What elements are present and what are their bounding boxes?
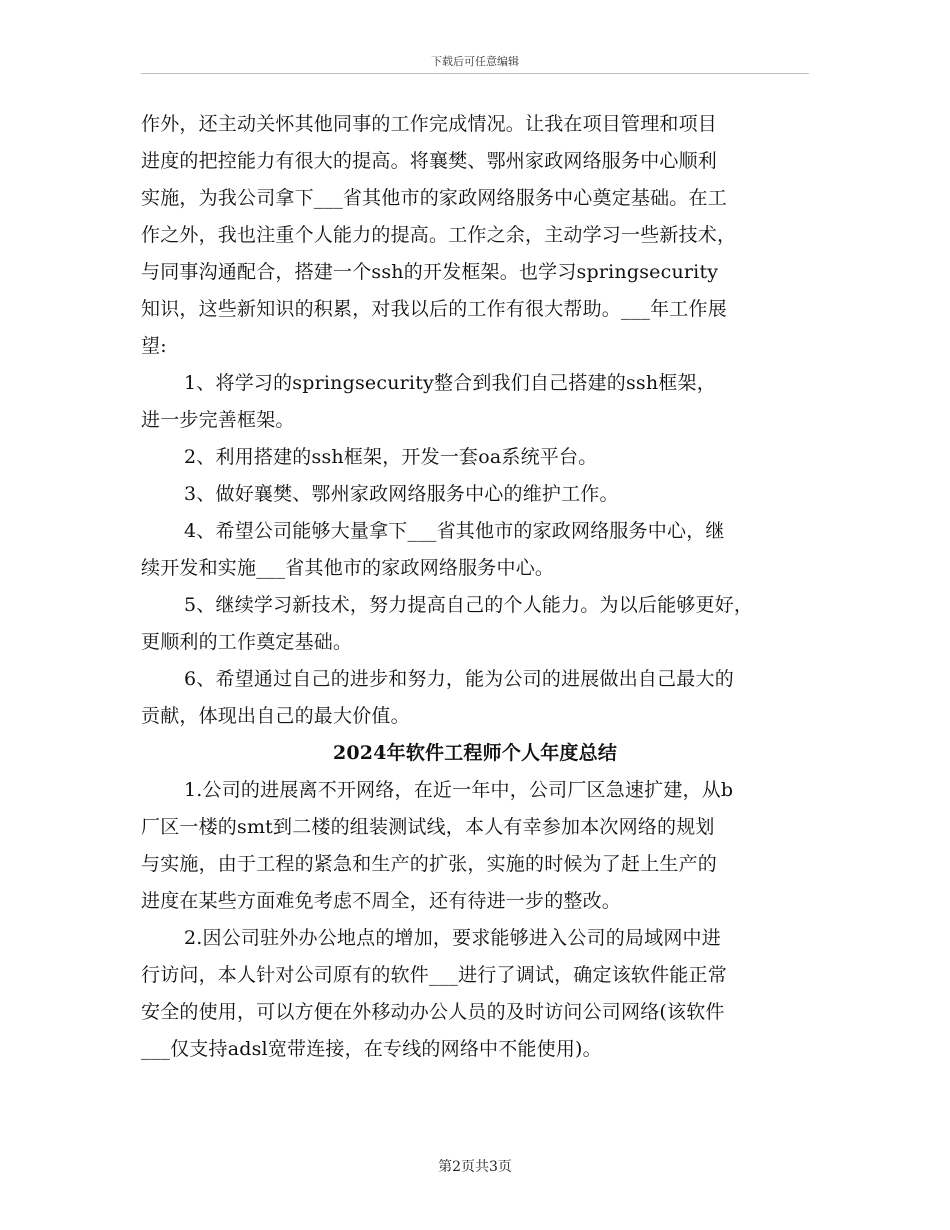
- paragraph-line: ___仅支持adsl宽带连接，在专线的网络中不能使用)。: [141, 1038, 602, 1060]
- list-item-line: 2、利用搭建的ssh框架，开发一套oa系统平台。: [184, 446, 598, 468]
- list-item-line: 1、将学习的springsecurity整合到我们自己搭建的ssh框架，: [184, 372, 716, 394]
- section-heading: 2024年软件工程师个人年度总结: [332, 742, 618, 764]
- paragraph-line: 与实施，由于工程的紧急和生产的扩张，实施的时候为了赶上生产的: [141, 853, 718, 875]
- paragraph-line: 2.因公司驻外办公地点的增加，要求能够进入公司的局域网中进: [184, 927, 721, 949]
- paragraph-line: 作之外，我也注重个人能力的提高。工作之余，主动学习一些新技术，: [141, 224, 737, 246]
- paragraph-line: 与同事沟通配合，搭建一个ssh的开发框架。也学习springsecurity: [141, 261, 719, 283]
- paragraph-line: 安全的使用，可以方便在外移动办公人员的及时访问公司网络(该软件: [141, 1001, 725, 1023]
- paragraph-line: 望:: [141, 335, 167, 357]
- paragraph-line: 行访问，本人针对公司原有的软件___进行了调试，确定该软件能正常: [141, 964, 727, 986]
- page-header: 下载后可任意编辑: [431, 55, 519, 68]
- paragraph-line: 厂区一楼的smt到二楼的组装测试线，本人有幸参加本次网络的规划: [141, 816, 715, 838]
- list-item-line: 进一步完善框架。: [141, 409, 295, 431]
- list-item-line: 续开发和实施___省其他市的家政网络服务中心。: [141, 557, 555, 579]
- list-item-line: 贡献，体现出自己的最大价值。: [141, 705, 410, 727]
- list-item-line: 5、继续学习新技术，努力提高自己的个人能力。为以后能够更好，: [184, 594, 754, 616]
- list-item-line: 更顺利的工作奠定基础。: [141, 631, 353, 653]
- paragraph-line: 实施，为我公司拿下___省其他市的家政网络服务中心奠定基础。在工: [141, 187, 727, 209]
- paragraph-line: 进度的把控能力有很大的提高。将襄樊、鄂州家政网络服务中心顺利: [141, 150, 718, 172]
- page-number: 第2页共3页: [438, 1159, 512, 1175]
- paragraph-line: 进度在某些方面难免考虑不周全，还有待进一步的整改。: [141, 890, 622, 912]
- paragraph-line: 1.公司的进展离不开网络，在近一年中，公司厂区急速扩建，从b: [184, 779, 734, 801]
- list-item-line: 4、希望公司能够大量拿下___省其他市的家政网络服务中心，继: [184, 520, 725, 542]
- paragraph-line: 作外，还主动关怀其他同事的工作完成情况。让我在项目管理和项目: [141, 113, 718, 135]
- header-divider: [141, 73, 809, 74]
- document-body: [141, 106, 809, 1068]
- paragraph-line: 知识，这些新知识的积累，对我以后的工作有很大帮助。___年工作展: [141, 298, 727, 320]
- list-item-line: 3、做好襄樊、鄂州家政网络服务中心的维护工作。: [184, 483, 619, 505]
- list-item-line: 6、希望通过自己的进步和努力，能为公司的进展做出自己最大的: [184, 668, 734, 690]
